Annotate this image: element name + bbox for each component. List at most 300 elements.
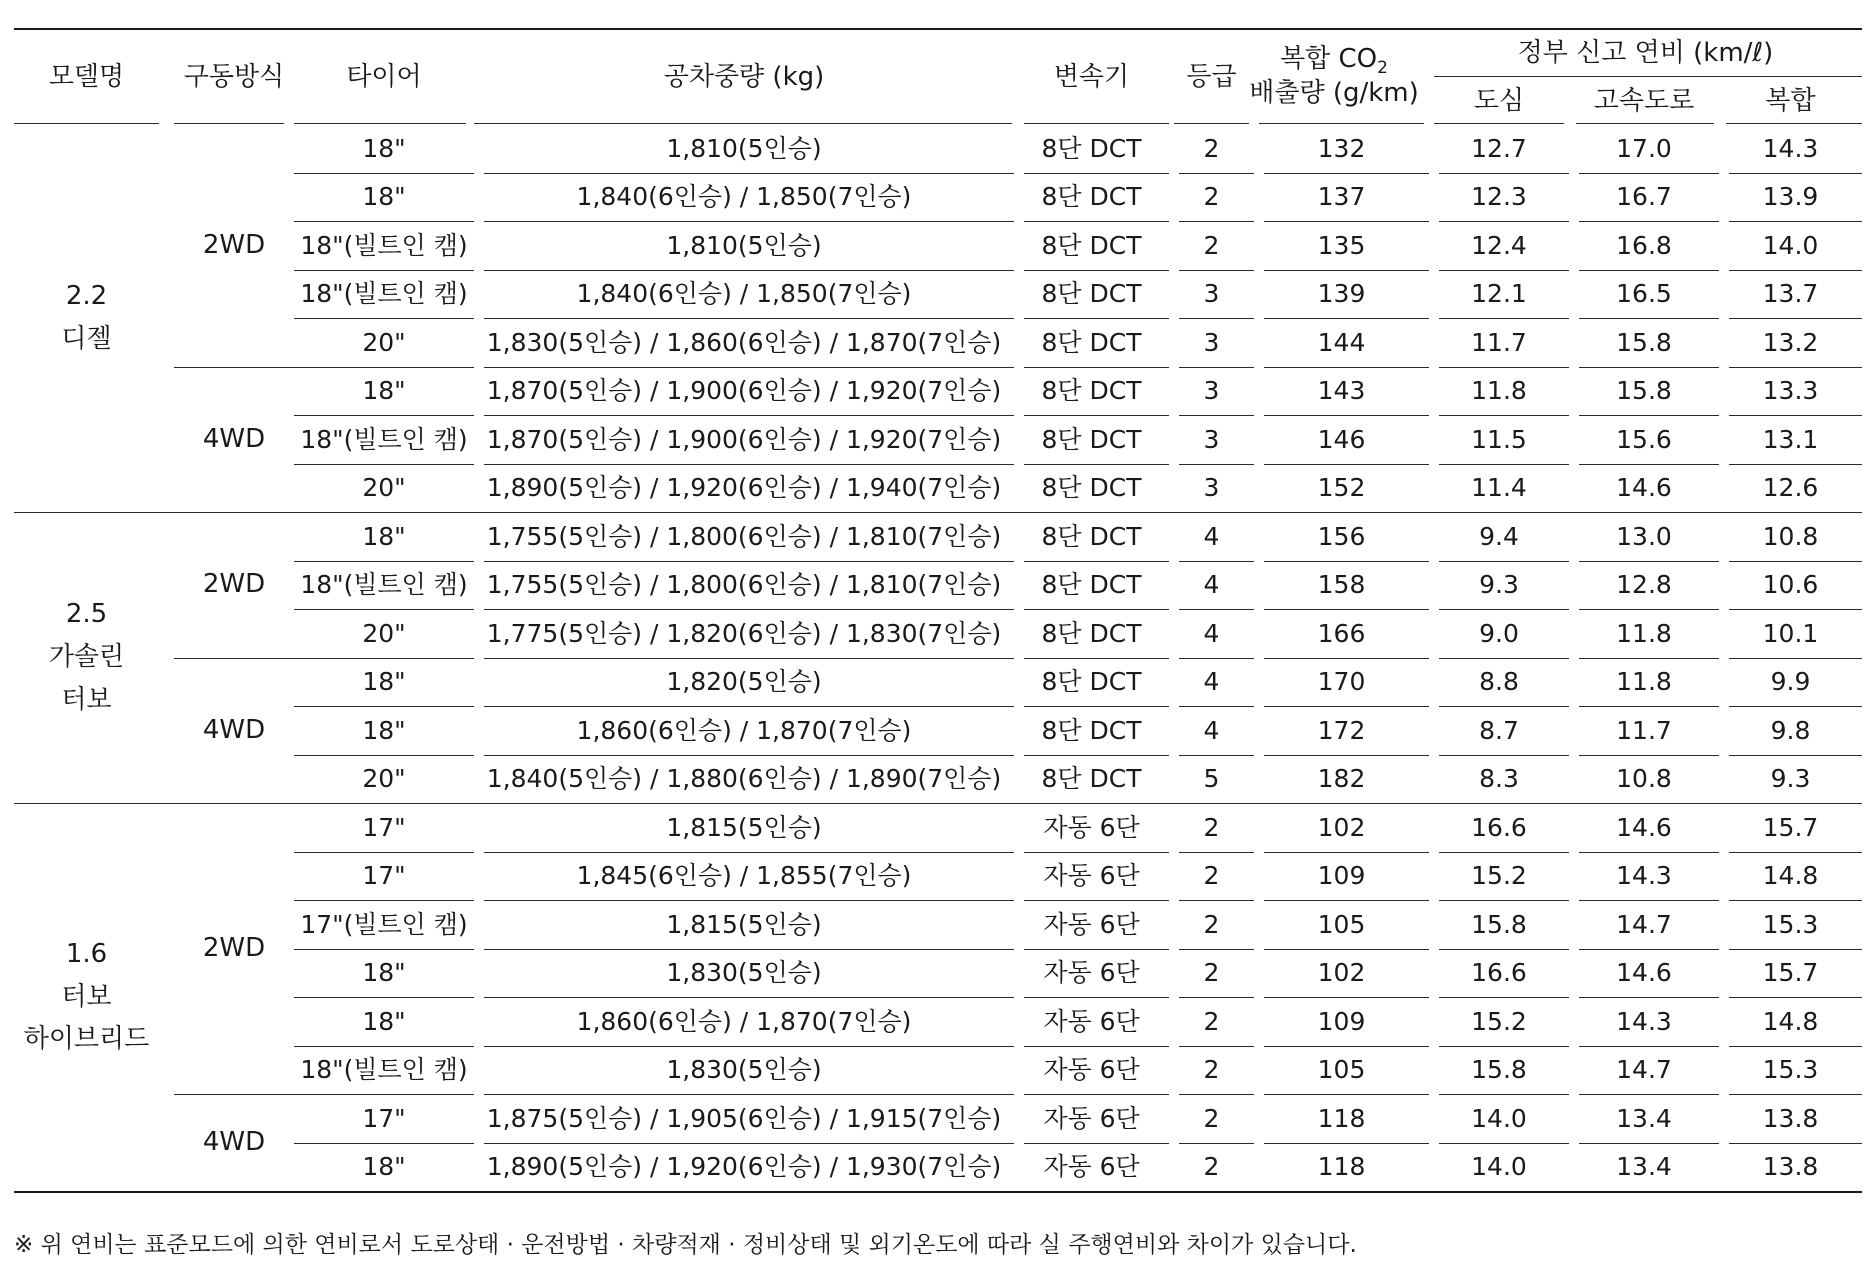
cell-co2: 135 [1317,230,1366,260]
row-rule [1729,173,1862,174]
cell-weight: 1,845(6인승) / 1,855(7인승) [576,861,912,891]
row-rule [1024,1094,1169,1095]
cell-combined: 10.1 [1762,618,1819,648]
row-rule [1579,464,1719,465]
cell-grade: 2 [1203,1103,1220,1133]
cell-weight: 1,815(5인승) [666,812,822,842]
row-rule [1439,318,1569,319]
row-rule [1579,900,1719,901]
cell-highway: 14.3 [1616,861,1672,891]
row-rule [1179,1143,1254,1144]
footnote: ※ 위 연비는 표준모드에 의한 연비로서 도로상태 · 운전방법 · 차량적재 · 정비상태 및 외기온도에 따라 실 주행연비와 차이가 있습니다. [14,1232,1357,1258]
cell-weight: 1,810(5인승) [666,230,822,260]
cell-grade: 3 [1203,376,1220,406]
row-rule [1024,658,1169,659]
row-rule [1439,1143,1569,1144]
row-rule [1579,270,1719,271]
row-rule [1024,706,1169,707]
model-name-line: 디젤 [61,324,112,354]
cell-co2: 144 [1317,327,1366,357]
row-rule [1729,755,1862,756]
row-rule [1179,658,1254,659]
cell-city: 9.0 [1479,618,1519,648]
cell-city: 8.3 [1479,764,1519,794]
cell-grade: 4 [1203,715,1220,745]
fuel-group-rule [1434,76,1862,77]
cell-tire: 18" [362,133,406,163]
row-rule [1729,1094,1862,1095]
row-rule [1439,1046,1569,1047]
row-rule [1179,900,1254,901]
cell-transmission: 자동 6단 [1043,1055,1140,1085]
cell-weight: 1,840(6인승) / 1,850(7인승) [576,279,912,309]
row-rule [294,755,474,756]
cell-combined: 9.8 [1770,715,1811,745]
cell-grade: 4 [1203,618,1220,648]
row-rule [294,1046,474,1047]
row-rule [1579,221,1719,222]
cell-highway: 14.6 [1616,958,1672,988]
cell-city: 11.8 [1471,376,1527,406]
cell-weight: 1,755(5인승) / 1,800(6인승) / 1,810(7인승) [486,570,1002,600]
row-rule [1729,415,1862,416]
row-rule [1439,173,1569,174]
row-rule [1024,415,1169,416]
cell-weight: 1,830(5인승) [666,958,822,988]
header-tire: 타이어 [346,61,422,92]
row-rule [294,173,474,174]
cell-transmission: 자동 6단 [1043,812,1140,842]
row-rule [484,561,1014,562]
cell-tire: 18" [362,667,406,697]
row-rule [1264,561,1429,562]
cell-combined: 13.8 [1762,1152,1819,1182]
row-rule [1264,755,1429,756]
cell-transmission: 8단 DCT [1041,376,1142,406]
cell-combined: 14.3 [1762,133,1819,163]
row-rule [484,852,1014,853]
row-rule [1579,609,1719,610]
row-rule [1439,949,1569,950]
model-name-line: 가솔린 [48,642,125,673]
row-rule [1179,755,1254,756]
cell-combined: 15.3 [1762,1055,1819,1085]
cell-highway: 13.0 [1616,521,1672,551]
cell-transmission: 8단 DCT [1041,521,1142,551]
row-rule [294,318,474,319]
row-rule [484,900,1014,901]
header-co2 [1249,30,1419,124]
row-rule [1264,1046,1429,1047]
cell-weight: 1,820(5인승) [666,667,822,697]
cell-city: 14.0 [1471,1103,1527,1133]
cell-transmission: 8단 DCT [1041,618,1142,648]
row-rule [1179,415,1254,416]
row-rule [1024,852,1169,853]
cell-tire: 20" [362,473,406,503]
row-rule [1579,658,1719,659]
cell-tire: 18" [362,715,406,745]
cell-co2: 143 [1317,376,1366,406]
model-name-line: 터보 [61,981,112,1012]
row-rule [1179,949,1254,950]
row-rule [294,1094,474,1095]
row-rule [1439,561,1569,562]
row-rule [1729,561,1862,562]
drive-label: 2WD [202,229,266,260]
cell-transmission: 8단 DCT [1041,473,1142,503]
cell-combined: 12.6 [1762,473,1819,503]
cell-city: 9.4 [1479,521,1519,551]
drive-label: 4WD [202,1127,266,1158]
cell-tire: 20" [362,327,406,357]
cell-tire: 17" [362,1103,406,1133]
header-transmission: 변속기 [1053,61,1130,92]
cell-weight: 1,775(5인승) / 1,820(6인승) / 1,830(7인승) [486,618,1002,648]
cell-combined: 13.2 [1762,327,1819,357]
row-rule [1439,609,1569,610]
cell-combined: 9.3 [1770,764,1811,794]
row-rule [1264,852,1429,853]
row-rule [484,949,1014,950]
cell-weight: 1,870(5인승) / 1,900(6인승) / 1,920(7인승) [486,376,1002,406]
row-rule [294,609,474,610]
cell-co2: 118 [1317,1152,1366,1182]
cell-tire: 17"(빌트인 캠) [300,909,468,939]
cell-weight: 1,860(6인승) / 1,870(7인승) [576,715,912,745]
cell-transmission: 8단 DCT [1041,424,1142,454]
row-rule [1264,706,1429,707]
cell-weight: 1,860(6인승) / 1,870(7인승) [576,1006,912,1036]
cell-transmission: 8단 DCT [1041,279,1142,309]
row-rule [1024,1046,1169,1047]
row-rule [484,658,1014,659]
drive-label: 2WD [202,569,266,600]
cell-transmission: 자동 6단 [1043,1006,1140,1036]
row-rule [484,367,1014,368]
cell-co2: 109 [1317,861,1366,891]
row-rule [294,900,474,901]
cell-highway: 15.6 [1616,424,1672,454]
row-rule [1264,997,1429,998]
cell-highway: 14.7 [1616,1055,1672,1085]
row-rule [1439,221,1569,222]
cell-weight: 1,810(5인승) [666,133,822,163]
row-rule [1729,270,1862,271]
row-rule [1024,561,1169,562]
row-rule [1024,609,1169,610]
row-rule [1579,1094,1719,1095]
header-combined: 복합 [1765,85,1816,116]
row-rule [1179,1046,1254,1047]
row-rule [1179,318,1254,319]
cell-transmission: 8단 DCT [1041,570,1142,600]
model-name-line: 하이브리드 [23,1024,150,1055]
cell-city: 16.6 [1471,812,1527,842]
cell-grade: 4 [1203,521,1220,551]
cell-co2: 146 [1317,424,1366,454]
row-rule [1439,1094,1569,1095]
cell-transmission: 8단 DCT [1041,133,1142,163]
row-rule [1579,852,1719,853]
cell-grade: 3 [1203,327,1220,357]
cell-tire: 18" [362,376,406,406]
cell-grade: 2 [1203,1006,1220,1036]
cell-transmission: 8단 DCT [1041,715,1142,745]
cell-combined: 14.8 [1762,861,1819,891]
cell-transmission: 8단 DCT [1041,764,1142,794]
cell-weight: 1,830(5인승) / 1,860(6인승) / 1,870(7인승) [486,327,1002,357]
cell-highway: 17.0 [1616,133,1672,163]
row-rule [1729,367,1862,368]
row-rule [1264,221,1429,222]
cell-combined: 15.7 [1762,812,1819,842]
cell-co2: 118 [1317,1103,1366,1133]
table-bottom-rule [14,1191,1862,1193]
row-rule [484,609,1014,610]
header-weight: 공차중량 (kg) [663,61,825,92]
row-rule [294,221,474,222]
row-rule [1729,221,1862,222]
cell-co2: 132 [1317,133,1366,163]
cell-tire: 18"(빌트인 캠) [300,570,468,600]
row-rule [1024,173,1169,174]
row-rule [1439,755,1569,756]
row-rule [1024,367,1169,368]
row-rule [1024,318,1169,319]
cell-co2: 170 [1317,667,1366,697]
cell-grade: 2 [1203,133,1220,163]
cell-tire: 18" [362,1152,406,1182]
row-rule [484,270,1014,271]
cell-transmission: 자동 6단 [1043,861,1140,891]
cell-combined: 13.8 [1762,1103,1819,1133]
cell-city: 8.8 [1479,667,1519,697]
cell-city: 11.5 [1471,424,1527,454]
model-group-1 [14,512,159,803]
row-rule [294,270,474,271]
cell-highway: 12.8 [1616,570,1672,600]
cell-city: 12.1 [1471,279,1527,309]
cell-tire: 18"(빌트인 캠) [300,1055,468,1085]
row-rule [1264,173,1429,174]
row-rule [1729,1143,1862,1144]
row-rule [1729,609,1862,610]
model-name-line: 2.2 [65,281,108,312]
header-co2-prefix: 복합 CO [1280,44,1378,75]
cell-transmission: 자동 6단 [1043,1152,1140,1182]
row-rule [1179,997,1254,998]
cell-tire: 17" [362,812,406,842]
cell-highway: 13.4 [1616,1152,1672,1182]
row-rule [1024,221,1169,222]
cell-grade: 2 [1203,230,1220,260]
cell-grade: 2 [1203,1055,1220,1085]
row-rule [294,658,474,659]
row-rule [1264,900,1429,901]
header-highway: 고속도로 [1593,85,1695,116]
row-rule [294,367,474,368]
cell-grade: 2 [1203,812,1220,842]
row-rule [484,755,1014,756]
row-rule [1579,1143,1719,1144]
cell-tire: 20" [362,618,406,648]
drive-label: 2WD [202,933,266,964]
cell-highway: 11.8 [1616,667,1672,697]
cell-transmission: 8단 DCT [1041,230,1142,260]
row-rule [1439,900,1569,901]
cell-grade: 2 [1203,909,1220,939]
cell-highway: 16.8 [1616,230,1672,260]
cell-tire: 18" [362,521,406,551]
cell-weight: 1,840(5인승) / 1,880(6인승) / 1,890(7인승) [486,764,1002,794]
cell-weight: 1,890(5인승) / 1,920(6인승) / 1,930(7인승) [486,1152,1002,1182]
header-co2-line2: 배출량 (g/km) [1249,78,1419,108]
cell-city: 16.6 [1471,958,1527,988]
cell-weight: 1,875(5인승) / 1,905(6인승) / 1,915(7인승) [486,1103,1002,1133]
row-rule [1579,173,1719,174]
cell-co2: 102 [1317,812,1366,842]
row-rule [484,318,1014,319]
row-rule [1264,658,1429,659]
row-rule [1179,561,1254,562]
header-city: 도심 [1473,85,1525,116]
cell-highway: 15.8 [1616,376,1672,406]
drive-label: 4WD [202,423,266,454]
row-rule [1024,949,1169,950]
row-rule [1179,706,1254,707]
cell-grade: 3 [1203,279,1220,309]
row-rule [1179,173,1254,174]
row-rule [1579,415,1719,416]
row-rule [1264,318,1429,319]
row-rule [484,1046,1014,1047]
cell-weight: 1,815(5인승) [666,909,822,939]
cell-city: 15.8 [1471,909,1527,939]
row-rule [1729,706,1862,707]
cell-co2: 137 [1317,182,1366,212]
cell-city: 15.2 [1471,861,1527,891]
cell-tire: 18" [362,958,406,988]
row-rule [1579,949,1719,950]
cell-co2: 172 [1317,715,1366,745]
cell-city: 14.0 [1471,1152,1527,1182]
cell-city: 12.4 [1471,230,1527,260]
row-rule [1264,1094,1429,1095]
cell-grade: 3 [1203,473,1220,503]
cell-city: 11.7 [1471,327,1527,357]
drive-label: 4WD [202,714,266,745]
row-rule [1024,464,1169,465]
cell-grade: 4 [1203,667,1220,697]
row-rule [1579,367,1719,368]
model-name-line: 1.6 [65,938,108,969]
row-rule [294,415,474,416]
cell-city: 12.3 [1471,182,1527,212]
row-rule [294,561,474,562]
cell-transmission: 자동 6단 [1043,958,1140,988]
cell-grade: 3 [1203,424,1220,454]
row-rule [1439,270,1569,271]
row-rule [484,706,1014,707]
cell-combined: 10.6 [1762,570,1819,600]
cell-combined: 13.1 [1762,424,1819,454]
row-rule [1729,1046,1862,1047]
row-rule [484,1143,1014,1144]
model-group-0 [14,124,159,512]
row-rule [1729,464,1862,465]
cell-transmission: 8단 DCT [1041,182,1142,212]
cell-highway: 15.8 [1616,327,1672,357]
row-rule [1179,367,1254,368]
row-rule [1179,221,1254,222]
cell-co2: 139 [1317,279,1366,309]
cell-city: 15.2 [1471,1006,1527,1036]
cell-combined: 15.7 [1762,958,1819,988]
row-rule [1264,1143,1429,1144]
row-rule [1024,1143,1169,1144]
row-rule [1264,609,1429,610]
cell-combined: 10.8 [1762,521,1819,551]
cell-transmission: 자동 6단 [1043,909,1140,939]
cell-city: 8.7 [1479,715,1519,745]
cell-co2: 105 [1317,1055,1366,1085]
row-rule [1439,658,1569,659]
cell-co2: 109 [1317,1006,1366,1036]
row-rule [1439,706,1569,707]
row-rule [1579,755,1719,756]
row-rule [1264,270,1429,271]
cell-combined: 14.0 [1762,230,1819,260]
row-rule [1579,997,1719,998]
row-rule [1264,367,1429,368]
cell-co2: 182 [1317,764,1366,794]
cell-city: 12.7 [1471,133,1527,163]
row-rule [1729,997,1862,998]
row-rule [1729,658,1862,659]
cell-highway: 11.8 [1616,618,1672,648]
row-rule [1729,949,1862,950]
cell-co2: 152 [1317,473,1366,503]
cell-city: 11.4 [1471,473,1527,503]
row-rule [1579,706,1719,707]
cell-highway: 16.5 [1616,279,1672,309]
row-rule [1579,318,1719,319]
header-fuel-group: 정부 신고 연비 (km/ℓ) [1517,37,1774,68]
cell-highway: 10.8 [1616,764,1672,794]
row-rule [1439,997,1569,998]
header-grade: 등급 [1186,61,1237,92]
row-rule [1439,415,1569,416]
row-rule [294,997,474,998]
cell-co2: 156 [1317,521,1366,551]
header-model: 모델명 [48,61,125,92]
cell-co2: 102 [1317,958,1366,988]
cell-co2: 105 [1317,909,1366,939]
cell-tire: 18"(빌트인 캠) [300,279,468,309]
cell-grade: 2 [1203,958,1220,988]
header-drive: 구동방식 [183,61,285,92]
cell-highway: 14.3 [1616,1006,1672,1036]
row-rule [294,706,474,707]
cell-transmission: 8단 DCT [1041,667,1142,697]
cell-grade: 2 [1203,182,1220,212]
cell-tire: 20" [362,764,406,794]
model-name-line: 터보 [61,684,112,715]
cell-co2: 166 [1317,618,1366,648]
row-rule [1179,1094,1254,1095]
cell-grade: 2 [1203,1152,1220,1182]
